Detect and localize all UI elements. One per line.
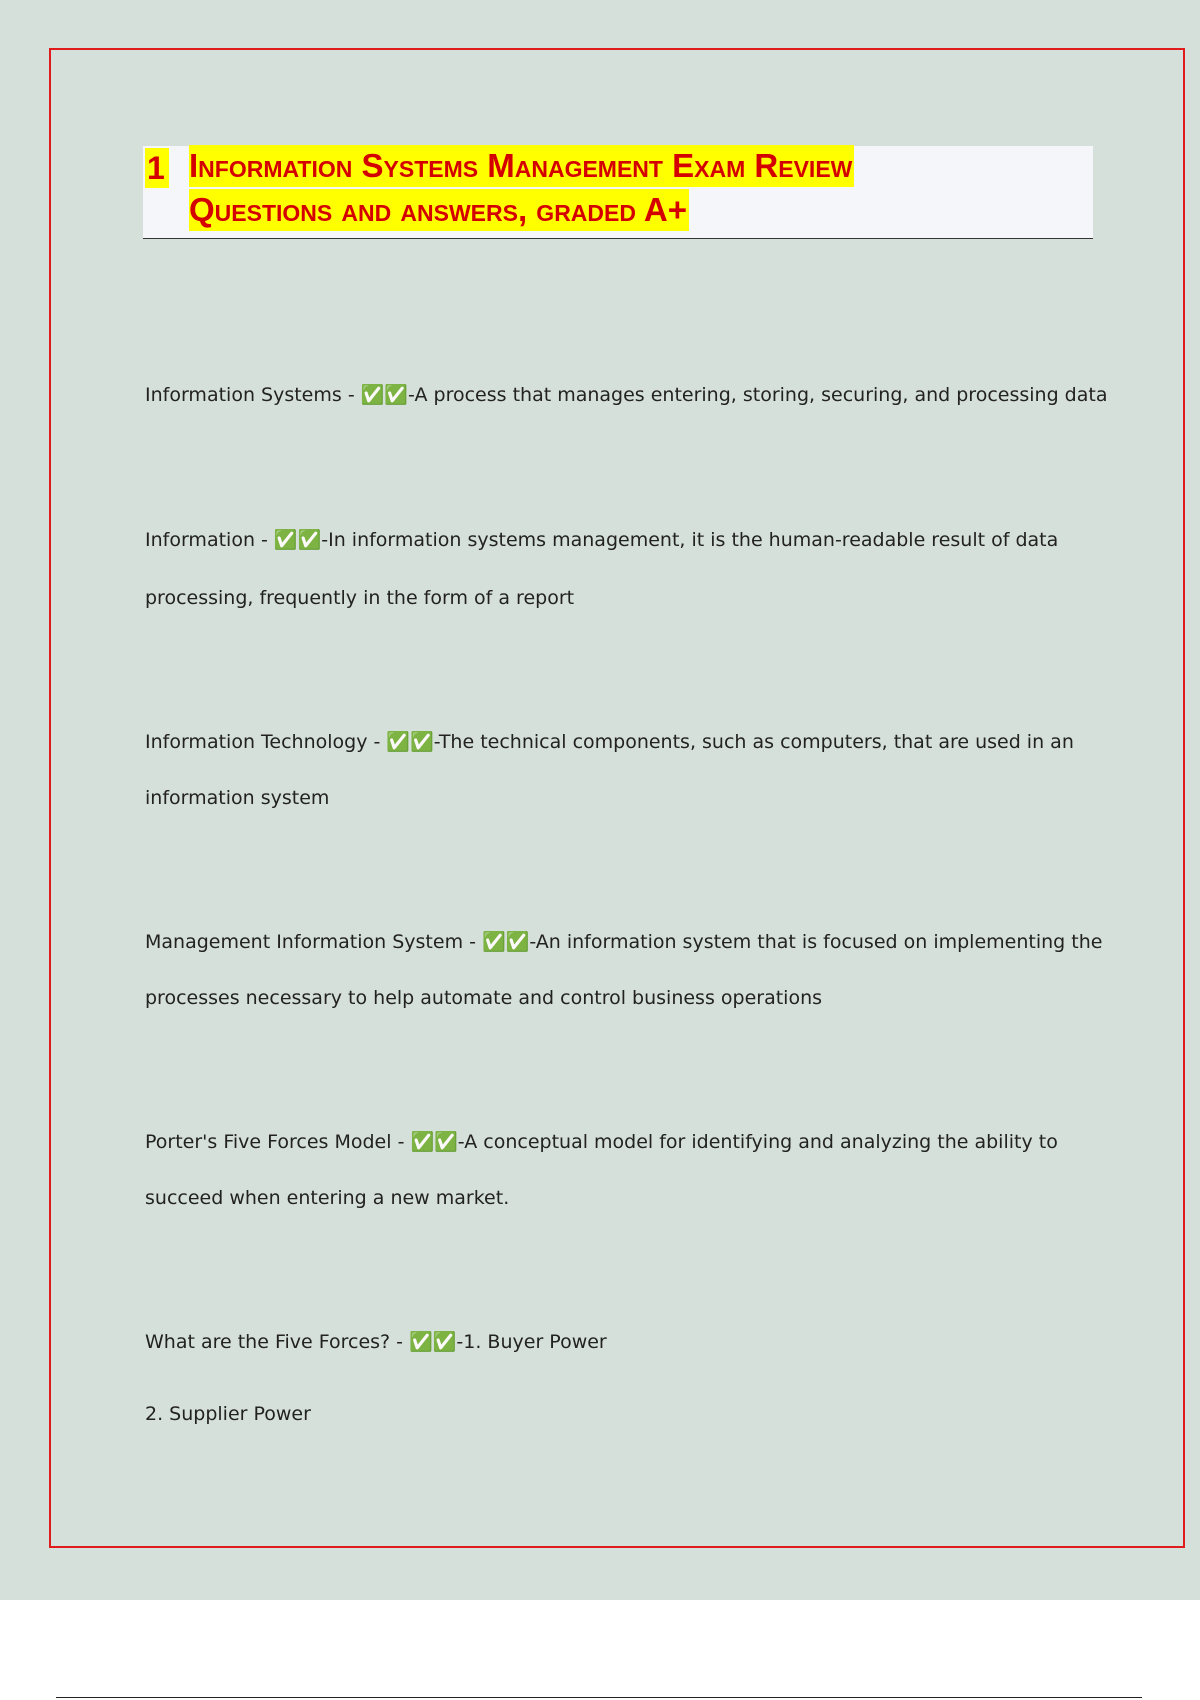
- entry-definition: -In information systems management, it is the human-readable result of data: [321, 529, 1059, 551]
- double-check-icon: ✅✅: [360, 384, 409, 406]
- double-check-icon: ✅✅: [409, 1331, 457, 1353]
- entry-term: Information: [145, 529, 255, 551]
- entry-definition: -The technical components, such as computers, that are used in an: [433, 731, 1074, 753]
- entry-separator: -: [463, 931, 483, 953]
- entry-separator: -: [254, 529, 274, 551]
- entry-porters-five-forces-continuation: succeed when entering a new market.: [145, 1187, 510, 1209]
- heading-title-line-1: Information Systems Management Exam Review: [189, 145, 854, 187]
- entry-separator: -: [367, 731, 387, 753]
- entry-definition: -An information system that is focused on implementing the: [529, 931, 1103, 953]
- entry-term: Information Systems: [145, 384, 342, 406]
- double-check-icon: ✅✅: [410, 1131, 458, 1153]
- entry-management-information-system: [145, 930, 1102, 953]
- double-check-icon: ✅✅: [482, 931, 530, 953]
- entry-separator: -: [391, 1131, 411, 1153]
- entry-information: [145, 528, 1058, 551]
- entry-porters-five-forces: [145, 1130, 1058, 1153]
- double-check-icon: ✅✅: [386, 731, 434, 753]
- heading-title-line-2: Questions and answers, graded A+: [189, 189, 689, 231]
- entry-term: What are the Five Forces?: [145, 1331, 391, 1353]
- entry-definition: -A process that manages entering, storing, securing, and processing data: [408, 384, 1108, 406]
- heading-number: 1: [145, 148, 169, 188]
- entry-management-information-system-continuation: processes necessary to help automate and control business operations: [145, 987, 823, 1009]
- page-bottom-rule: [56, 1697, 1142, 1698]
- entry-information-technology-continuation: information system: [145, 787, 330, 809]
- entry-term: Information Technology: [145, 731, 368, 753]
- entry-information-technology: [145, 730, 1074, 753]
- entry-definition: -A conceptual model for identifying and analyzing the ability to: [457, 1131, 1058, 1153]
- entry-information-continuation: processing, frequently in the form of a report: [145, 587, 575, 609]
- entry-definition: -1. Buyer Power: [456, 1331, 607, 1353]
- entry-separator: -: [390, 1331, 410, 1353]
- double-check-icon: ✅✅: [273, 529, 322, 551]
- entry-term: Management Information System: [145, 931, 464, 953]
- entry-separator: -: [341, 384, 361, 406]
- entry-five-forces-question: [145, 1330, 607, 1353]
- entry-information-systems: [145, 383, 1107, 406]
- entry-five-forces-list-item: 2. Supplier Power: [145, 1403, 311, 1425]
- entry-term: Porter's Five Forces Model: [145, 1131, 392, 1153]
